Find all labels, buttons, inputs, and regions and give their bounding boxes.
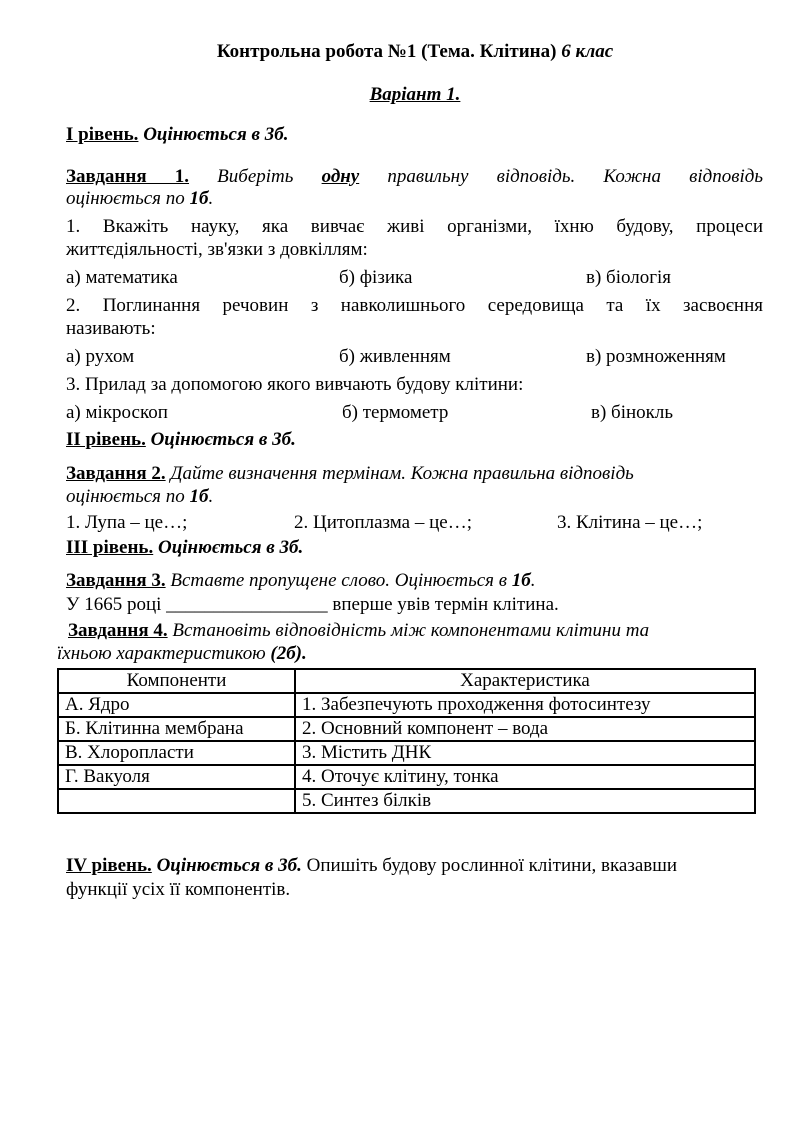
task1-one-emphasis: одну (321, 166, 360, 187)
task3-blank: _________________ (166, 594, 328, 615)
q3-option-c: в) бінокль (591, 402, 674, 423)
task3-instruction: Завдання 3. Вставте пропущене слово. Оцінюється в 1б. (66, 570, 536, 591)
q3-option-a: а) мікроскоп (66, 402, 168, 423)
table-row (58, 717, 755, 741)
level4-line1 (66, 855, 677, 877)
matching-table (57, 668, 756, 814)
task2-term-2: 2. Цитоплазма – це…; (294, 512, 472, 533)
level3-heading (66, 537, 303, 559)
column-header: Компоненти (58, 669, 295, 693)
task2-term-3: 3. Клітина – це…; (557, 512, 703, 533)
q1-option-a: а) математика (66, 267, 178, 288)
characteristic-cell: 2. Основний компонент – вода (295, 717, 755, 741)
level4-label: IV рівень. (66, 855, 152, 876)
task2-instruction-line1: Завдання 2. Дайте визначення термінам. Кожна правильна відповідь (66, 463, 634, 484)
table-row (58, 789, 755, 813)
task4-instruction-line1: Завдання 4. Встановіть відповідність між компонентами клітини та (68, 620, 650, 641)
task3-sentence: У 1665 році _________________ вперше увів термін клітина. (66, 594, 559, 615)
task3-label: Завдання 3. (66, 570, 166, 591)
table-header-row (58, 669, 755, 693)
level3-score: Оцінюється в 3б. (157, 537, 304, 558)
task1-q1-line1: 1. Вкажіть науку, яка вивчає живі організми, їхню будову, процеси (66, 216, 763, 237)
task3-points: 1б (511, 570, 531, 591)
task2-term-1: 1. Лупа – це…; (66, 512, 188, 533)
component-cell: Г. Вакуоля (58, 765, 295, 789)
q2-option-c: в) розмноженням (586, 346, 726, 367)
table-row (58, 741, 755, 765)
component-cell: А. Ядро (58, 693, 295, 717)
task4-label: Завдання 4. (68, 620, 168, 641)
characteristic-cell: 5. Синтез білків (295, 789, 755, 813)
level1-heading (66, 124, 288, 146)
level4-line2: функції усіх її компонентів. (66, 879, 291, 900)
table-row (58, 765, 755, 789)
page-title (0, 41, 794, 63)
q1-option-c: в) біологія (586, 267, 672, 288)
component-cell: В. Хлоропласти (58, 741, 295, 765)
component-cell: Б. Клітинна мембрана (58, 717, 295, 741)
task1-label: Завдання 1. (66, 166, 190, 187)
task4-instruction-line2: їхньою характеристикою (2б). (57, 643, 307, 664)
q2-option-b: б) живленням (339, 346, 451, 367)
level2-score: Оцінюється в 3б. (150, 429, 296, 450)
column-header: Характеристика (295, 669, 755, 693)
characteristic-cell: 1. Забезпечують проходження фотосинтезу (295, 693, 755, 717)
characteristic-cell: 4. Оточує клітину, тонка (295, 765, 755, 789)
title-main: Контрольна робота №1 (Тема. Клітина) (216, 41, 557, 62)
characteristic-cell: 3. Містить ДНК (295, 741, 755, 765)
task2-label: Завдання 2. (66, 463, 166, 484)
q1-option-b: б) фізика (339, 267, 413, 288)
task4-points: (2б). (270, 643, 307, 664)
level3-label: ІІІ рівень. (66, 537, 154, 558)
task2-points: 1б (189, 486, 209, 507)
task1-q2-line1: 2. Поглинання речовин з навколишнього середовища та їх засвоєння (66, 295, 763, 316)
task1-instruction-line1: Завдання 1. Виберіть одну правильну відповідь. Кожна відповідь (66, 166, 764, 187)
level1-score: Оцінюється в 3б. (143, 124, 289, 145)
task1-points: 1б (189, 188, 209, 209)
level2-label: ІІ рівень. (66, 429, 146, 450)
task1-q1-line2: життєдіяльності, зв'язки з довкіллям: (66, 239, 368, 260)
task2-instruction-line2: оцінюється по 1б. (66, 486, 214, 507)
level1-label: І рівень. (66, 124, 139, 145)
table-row (58, 693, 755, 717)
level4-task-text: Опишіть будову рослинної клітини, вказавши (306, 855, 678, 876)
q3-option-b: б) термометр (342, 402, 449, 423)
task1-q2-line2: називають: (66, 318, 156, 339)
variant-heading: Варіант 1. (369, 84, 461, 105)
level4-score: Оцінюється в 3б. (156, 855, 302, 876)
title-grade: 6 клас (561, 41, 614, 62)
task1-q3-line1: 3. Прилад за допомогою якого вивчають будову клітини: (66, 374, 524, 395)
task1-instruction-line2: оцінюється по 1б. (66, 188, 214, 209)
component-cell (58, 789, 295, 813)
q2-option-a: а) рухом (66, 346, 135, 367)
level2-heading (66, 429, 296, 451)
